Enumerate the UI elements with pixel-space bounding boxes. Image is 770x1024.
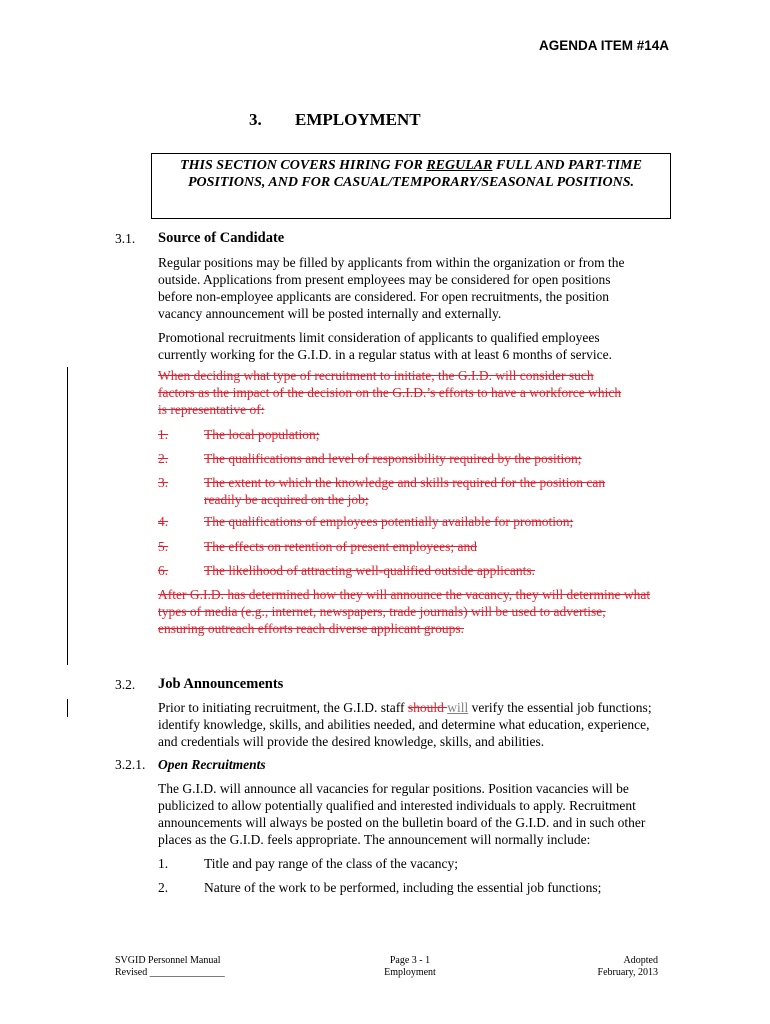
- paragraph-text: Prior to initiating recruitment, the G.I.D. staff: [158, 700, 408, 715]
- list-item-text: Nature of the work to be performed, including the essential job functions;: [204, 880, 602, 895]
- subsection-3-2-1-number: 3.2.1.: [115, 757, 146, 772]
- section-number: 3.: [249, 110, 262, 129]
- deleted-item-text: The likelihood of attracting well-qualified outside applicants.: [204, 563, 536, 578]
- notice-text-after: FULL AND PART-TIME POSITIONS, AND FOR CASUAL/TEMPORARY/SEASONAL POSITIONS.: [187, 158, 642, 190]
- change-bar: [67, 367, 68, 665]
- deleted-item-number: 1.: [158, 427, 169, 442]
- subsection-3-1-number: 3.1.: [115, 231, 136, 246]
- deleted-item-number: 5.: [158, 539, 169, 554]
- footer-manual-title: SVGID Personnel Manual: [115, 955, 221, 966]
- subsection-3-2-1-title: Open Recruitments: [158, 757, 266, 772]
- deleted-item-text: The qualifications and level of responsibility required by the position;: [204, 451, 582, 466]
- notice-underlined-word: REGULAR: [426, 158, 493, 173]
- footer-adopted-date: February, 2013: [597, 967, 658, 978]
- deleted-item-text: The effects on retention of present employees; and: [204, 539, 478, 554]
- footer-page-number: Page 3 - 1: [389, 955, 431, 966]
- change-bar: [67, 699, 68, 717]
- deleted-item-number: 3.: [158, 475, 169, 490]
- deleted-item-text: The local population;: [204, 427, 320, 442]
- deleted-item-number: 2.: [158, 451, 169, 466]
- source-paragraph-2: Promotional recruitments limit consideration of applicants to qualified employees currently working for the G.I.D. in a regular status with at least 6 months of service.: [158, 330, 613, 362]
- deleted-item-text: The qualifications of employees potentially available for promotion;: [204, 514, 574, 529]
- deleted-paragraph-outro: After G.I.D. has determined how they will announce the vacancy, they will determine what types of media (e.g., internet, newspapers, trade journals) will be used to advertise, ensuring outreach efforts reach diverse applicant groups.: [158, 587, 651, 636]
- deleted-item-text: The extent to which the knowledge and skills required for the position can readily be acquired on the job;: [204, 475, 606, 507]
- deleted-item-number: 4.: [158, 514, 169, 529]
- footer-right: [598, 955, 658, 979]
- footer-center: [350, 955, 470, 979]
- footer-left: [115, 955, 225, 979]
- list-item-number: 2.: [158, 880, 169, 895]
- subsection-3-2-number: 3.2.: [115, 677, 136, 692]
- open-recruitments-paragraph: The G.I.D. will announce all vacancies for regular positions. Position vacancies will be publicized to allow potentially qualified and interested individuals to apply. Recruitment announcements will always be posted on the bulletin board of the G.I.D. and in such other places as the G.I.D. feels appropriate. The announcement will normally include:: [158, 781, 646, 847]
- footer-revised: Revised _______________: [115, 967, 225, 978]
- list-item-number: 1.: [158, 856, 169, 871]
- subsection-3-2-title: Job Announcements: [158, 676, 284, 692]
- section-notice-box: [151, 153, 671, 219]
- footer-adopted-label: Adopted: [623, 955, 658, 966]
- footer-section-name: Employment: [384, 967, 436, 978]
- deleted-item-number: 6.: [158, 563, 169, 578]
- deleted-paragraph-intro: When deciding what type of recruitment to initiate, the G.I.D. will consider such factors as the impact of the decision on the G.I.D.’s efforts to have a workforce which is representative of:: [158, 368, 622, 417]
- paragraph-text: verify the essential job functions; identify knowledge, skills, and abilities needed, and determine what education, experience, and credentials will provide the desired knowledge, skills, and abilities.: [158, 700, 652, 749]
- list-item-text: Title and pay range of the class of the vacancy;: [204, 856, 459, 871]
- inserted-word: will: [447, 700, 469, 715]
- subsection-3-1-title: Source of Candidate: [158, 230, 285, 246]
- section-title: EMPLOYMENT: [295, 110, 421, 129]
- job-announcements-paragraph: [158, 699, 658, 750]
- deleted-word: should: [407, 700, 448, 715]
- agenda-item-label: AGENDA ITEM #14A: [538, 38, 669, 53]
- notice-text-before: THIS SECTION COVERS HIRING FOR: [180, 158, 427, 173]
- source-paragraph-1: Regular positions may be filled by applicants from within the organization or from the outside. Applications from present employees may be considered for open positions before non-employee applicants are considered. For open recruitments, the position vacancy announcement will be posted internally and externally.: [158, 255, 625, 321]
